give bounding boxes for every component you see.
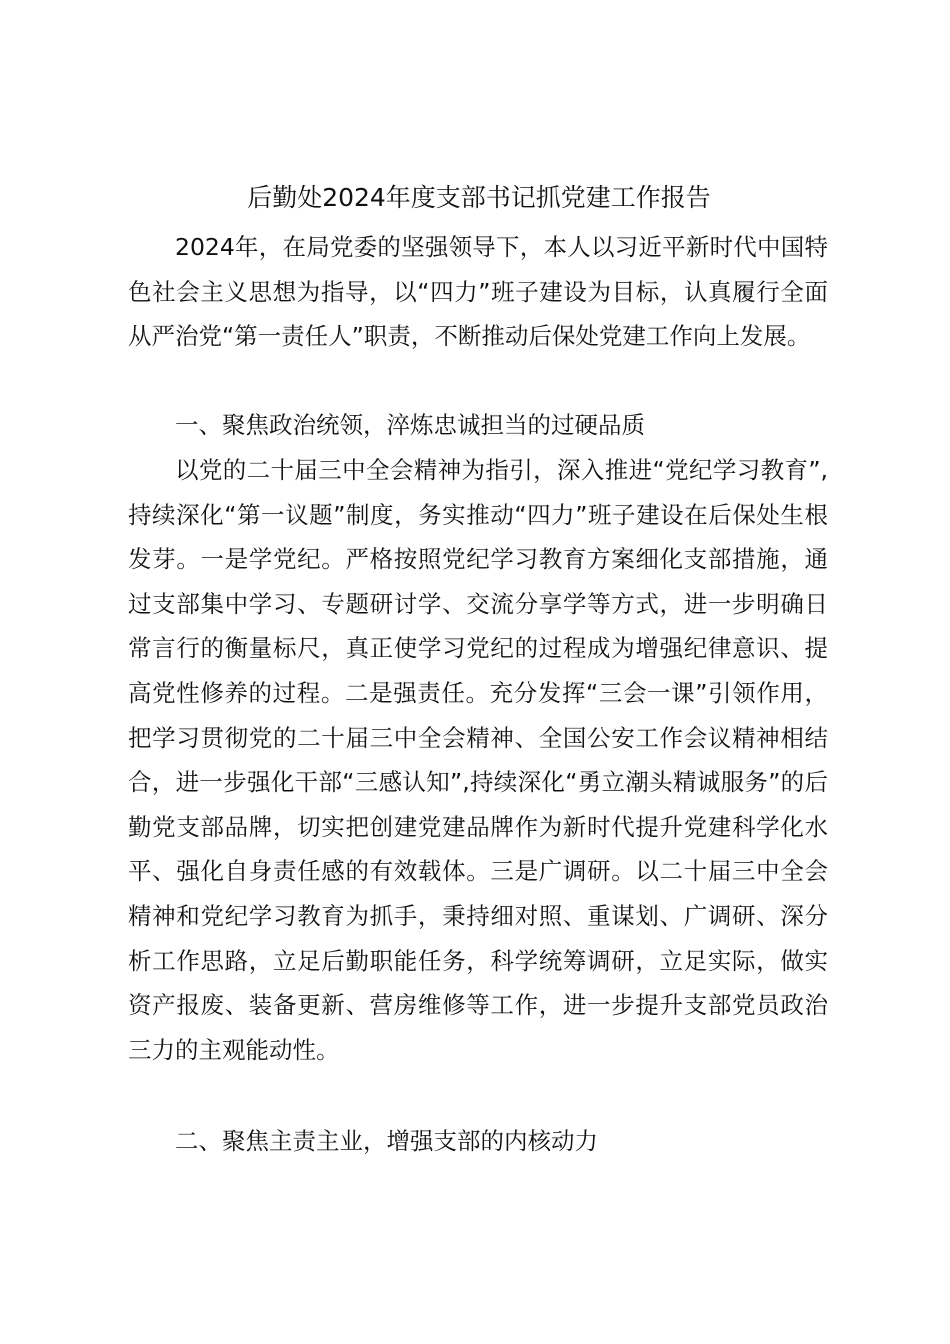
document-title: 后勤处2024年度支部书记抓党建工作报告 xyxy=(247,183,711,212)
section-1-paragraph: 以党的二十届三中全会精神为指引，深入推进“党纪学习教育”,持续深化“第一议题”制度，务实推动“四力”班子建设在后保处生根发芽。一是学党纪。严格按照党纪学习教育方案细化支部措施，通过支部集中学习、专题研讨学、交流分享学等方式，进一步明确日常言行的衡量标尺，真正使学习党纪的过程成为增强纪律意识、提高党性修养的过程。二是强责任。充分发挥“三会一课”引领作用，把学习贯彻党的二十届三中全会精神、全国公安工作会议精神相结合，进一步强化干部“三感认知”,持续深化“勇立潮头精诚服务”的后勤党支部品牌，切实把创建党建品牌作为新时代提升党建科学化水平、强化自身责任感的有效载体。三是广调研。以二十届三中全会精神和党纪学习教育为抓手，秉持细对照、重谋划、广调研、深分析工作思路，立足后勤职能任务，科学统筹调研，立足实际，做实资产报废、装备更新、营房维修等工作，进一步提升支部党员政治三力的主观能动性。 xyxy=(128,456,828,1064)
section-2-heading: 二、聚焦主责主业，增强支部的内核动力 xyxy=(175,1127,598,1155)
intro-paragraph: 2024年，在局党委的坚强领导下，本人以习近平新时代中国特色社会主义思想为指导，以“四力”班子建设为目标，认真履行全面从严治党“第一责任人”职责，不断推动后保处党建工作向上发展。 xyxy=(128,233,828,351)
section-1-heading: 一、聚焦政治统领，淬炼忠诚担当的过硬品质 xyxy=(175,411,645,439)
